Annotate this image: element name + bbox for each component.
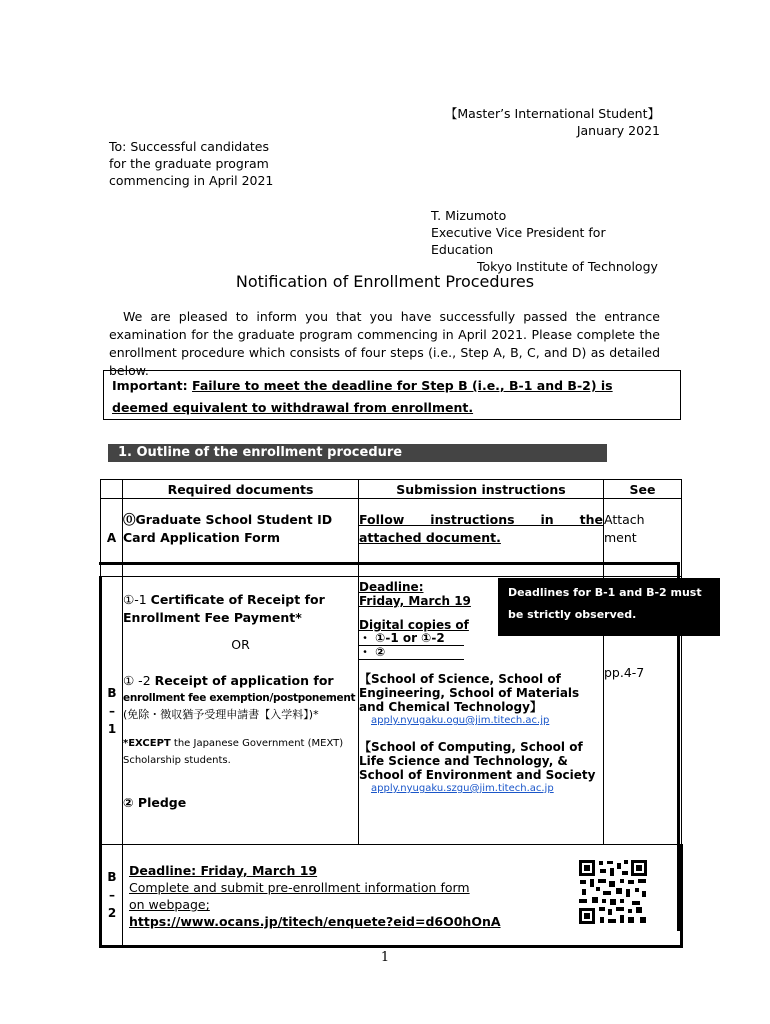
intro-paragraph: We are pleased to inform you that you have successfully passed the entrance examination for the graduate program commencing in April 2021. Please complete the enrollment procedure which consists of four steps (i.e., Step A, B, C, and D) as detailed below. bbox=[109, 309, 660, 378]
exception-text: the Japanese Government (MEXT) Scholarship students. bbox=[123, 738, 344, 766]
table-header-row bbox=[101, 480, 682, 499]
b2-instruction-line2: on webpage; bbox=[129, 897, 210, 912]
school-group-1: 【School of Science, School of Engineering, School of Materials and Chemical Technology】 bbox=[359, 672, 580, 714]
email-link-1[interactable]: apply.nyugaku.ogu@jim.titech.ac.jp bbox=[371, 715, 550, 726]
row-label-a: A bbox=[101, 499, 123, 577]
sender-institution: Tokyo Institute of Technology bbox=[477, 259, 658, 274]
row-b2-content bbox=[123, 845, 682, 947]
row-a-instructions: Follow instructions in the attached document. bbox=[359, 499, 604, 577]
column-header: Required documents bbox=[123, 480, 359, 499]
important-notice bbox=[103, 370, 681, 420]
qr-code-icon bbox=[578, 859, 648, 925]
doc-exemption bbox=[123, 672, 358, 690]
document-date: January 2021 bbox=[576, 123, 660, 138]
sender-block bbox=[431, 207, 671, 275]
doc-exemption-line2: enrollment fee exemption/postponement bbox=[123, 692, 356, 704]
recipient-line: commencing in April 2021 bbox=[109, 173, 274, 188]
audience-tag: 【Master’s International Student】 bbox=[444, 106, 660, 121]
email-link-2[interactable]: apply.nyugaku.szgu@jim.titech.ac.jp bbox=[371, 783, 554, 794]
row-a-see: Attach ment bbox=[604, 499, 682, 577]
row-a-document: ⓪Graduate School Student ID Card Application Form bbox=[123, 499, 359, 577]
procedure-table bbox=[99, 479, 683, 948]
doc-certificate-text: Certificate of Receipt for Enrollment Fee Payment* bbox=[123, 592, 325, 625]
digital-item: ・ ② bbox=[359, 646, 464, 660]
digital-copies-label: Digital copies of bbox=[359, 618, 469, 632]
b2-deadline: Deadline: Friday, March 19 bbox=[129, 863, 318, 878]
deadline-callout: Deadlines for B-1 and B-2 must be strictly observed. bbox=[498, 578, 720, 636]
b-section-top-border bbox=[99, 562, 680, 565]
row-b1-see: pp.4-7 bbox=[604, 577, 682, 845]
doc-pledge: ② Pledge bbox=[123, 795, 187, 810]
sender-title: Executive Vice President for Education bbox=[431, 225, 606, 257]
recipient-line: To: Successful candidates bbox=[109, 139, 269, 154]
sender-name: T. Mizumoto bbox=[431, 208, 507, 223]
exception-note bbox=[123, 735, 358, 769]
row-label-b2: B – 2 bbox=[101, 845, 123, 947]
or-divider: OR bbox=[231, 637, 250, 652]
doc-number: ① -2 bbox=[123, 673, 155, 688]
header-corner bbox=[101, 480, 123, 499]
page-title: Notification of Enrollment Procedures bbox=[235, 272, 535, 291]
column-header: Submission instructions bbox=[359, 480, 604, 499]
important-text: Failure to meet the deadline for Step B (i.e., B-1 and B-2) is deemed equivalent to withdrawal from enrollment. bbox=[112, 378, 613, 415]
table-row-b2 bbox=[101, 845, 682, 947]
page-number: 1 bbox=[380, 950, 390, 965]
column-header: See bbox=[604, 480, 682, 499]
doc-exemption-text: Receipt of application for bbox=[154, 673, 334, 688]
exception-label: *EXCEPT bbox=[123, 738, 171, 749]
deadline-date: Friday, March 19 bbox=[359, 594, 471, 608]
digital-item: ・ ①-1 or ①-2 bbox=[359, 632, 464, 646]
b2-instruction-line1: Complete and submit pre-enrollment information form bbox=[129, 880, 470, 895]
row-label-b1: B – 1 bbox=[101, 577, 123, 845]
recipient-line: for the graduate program bbox=[109, 156, 269, 171]
section-heading: 1. Outline of the enrollment procedure bbox=[108, 444, 607, 462]
doc-exemption-jp: (免除・徴収猶予受理申請書【入学料】)* bbox=[123, 708, 319, 721]
b2-url-link[interactable]: https://www.ocans.jp/titech/enquete?eid=d6O0hOnA bbox=[129, 914, 501, 929]
deadline-label: Deadline: bbox=[359, 580, 424, 594]
school-group-2: 【School of Computing, School of Life Science and Technology, & School of Environment and Society bbox=[359, 740, 596, 782]
important-label: Important: bbox=[112, 378, 188, 393]
doc-number: ①-1 bbox=[123, 592, 151, 607]
row-b1-documents bbox=[123, 577, 359, 845]
doc-certificate bbox=[123, 591, 358, 627]
recipient-block bbox=[109, 138, 329, 189]
